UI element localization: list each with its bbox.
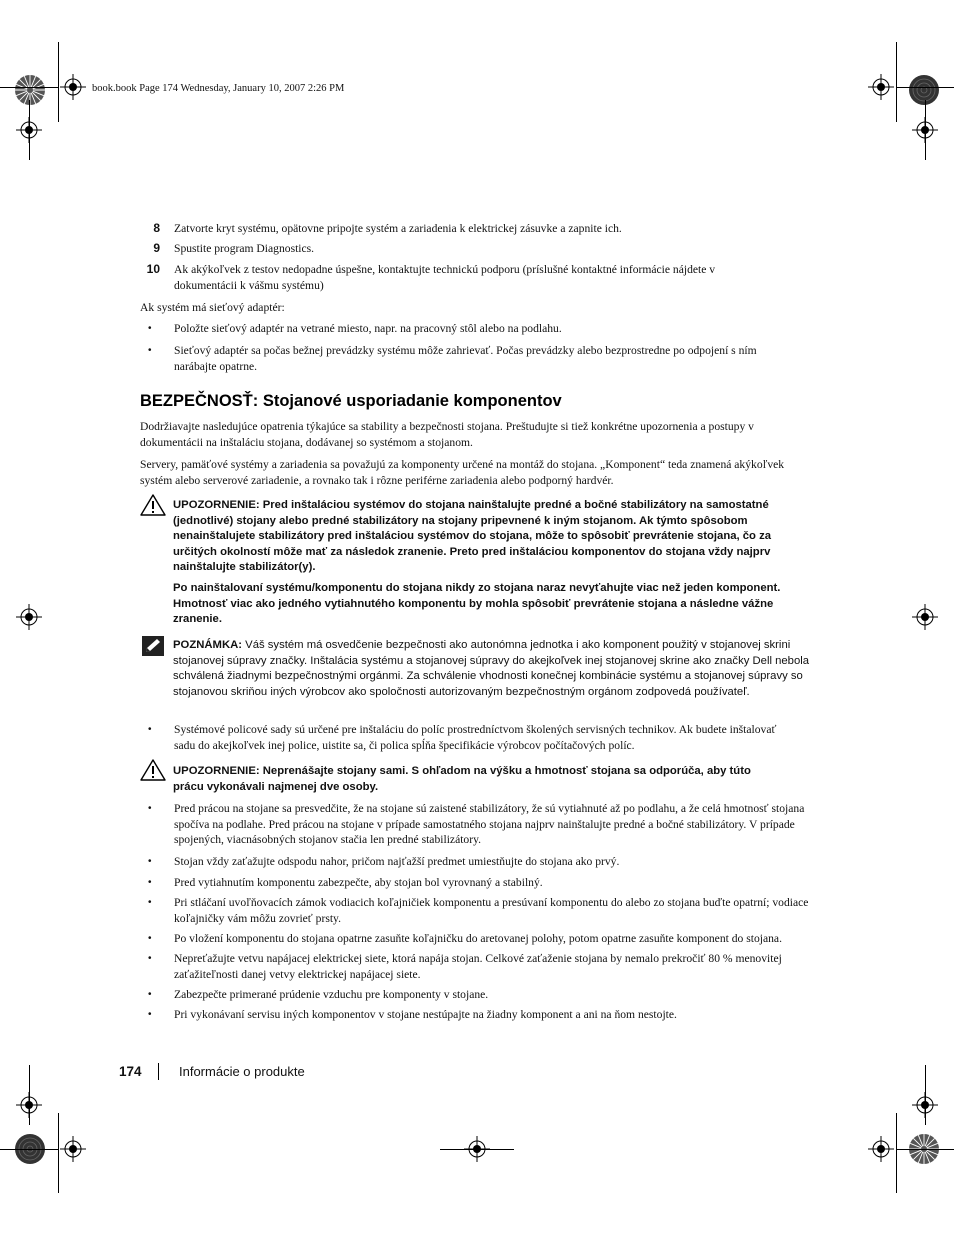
bullet-dot: • [148,953,152,964]
list-item-text: Pri stláčaní uvoľňovacích zámok vodiacich koľajničiek komponentu a presúvaní komponentu do alebo zo stojana buďte opatrní; vodiace koľajničky vám môžu zovrieť prsty. [174,896,809,925]
warning-triangle-icon [140,759,166,781]
warning-text: UPOZORNENIE: Neprenášajte stojany sami. S ohľadom na výšku a hmotnosť stojana sa odporúča, aby túto prácu vykonávali najmenej dve osoby. [173,765,751,793]
crop-line [925,100,926,160]
list-item-text: Sieťový adaptér sa počas bežnej prevádzky systému môže zahrievať. Počas prevádzky alebo bezprostredne po odpojení s ním narábajte opatrne. [174,344,757,373]
warning-text: UPOZORNENIE: Pred inštaláciou systémov do stojana nainštalujte predné a bočné stabilizátory na samostatné (jednotlivé) stojany alebo predné stabilizátory na stojany pripevnené k iným stojanom. Ak týmto spôsobom nenainštalujete stabilizátory pred inštaláciou systémov do stojana, môže to spôsobiť prevrátenie stojana, čo za určitých okolností môže mať za následok zranenie. Preto pred inštaláciou komponentov do stojana vždy najprv nainštalujte stabilizátor(y). [173,499,772,574]
step-number: 8 [153,221,160,235]
crop-line [58,42,59,122]
crop-line [0,1149,58,1150]
page-number: 174 [119,1064,142,1079]
bullet-dot: • [148,877,152,888]
intro-paragraph: Servery, pamäťové systémy a zariadenia sa považujú za komponenty určené na montáž do stojana. „Komponent“ teda znamená akýkoľvek systém alebo serverové zariadenie, a rovnako tak i rôzne periférne zariadenia alebo podporný hardvér. [140,458,785,487]
crosshair-mark-bottom-1 [60,1136,86,1162]
crop-line [896,87,954,88]
list-item-text: Pred prácou na stojane sa presvedčite, že na stojane sú zaistené stabilizátory, že sú vytiahnuté až po podlahu, a že celá hmotnosť stojana spočíva na podlahe. Pred prácou na stojane v prípade samostatného stojana najprv nainštalujte predné a bočné stabilizátory. V prípade spojených, viacnásobných stojanov stačia len predné stabilizátory. [174,802,805,846]
crop-line [925,1065,926,1125]
list-item-text: Stojan vždy zaťažujte odspodu nahor, pričom najťažší predmet umiestňujte do stojana ako prvý. [174,855,620,868]
crop-line [0,87,58,88]
list-item-text: Pri vykonávaní servisu iných komponentov v stojane nestúpajte na žiadny komponent a ani na ňom nestojte. [174,1008,677,1021]
bullet-dot: • [148,724,152,735]
list-item-text: Po vložení komponentu do stojana opatrne zasuňte koľajničku do aretovanej polohy, potom opatrne zasuňte komponent do stojana. [174,932,782,945]
step-item [140,221,780,237]
crosshair-mark-bottom-2 [868,1136,894,1162]
footer-divider [158,1063,159,1080]
footer-title: Informácie o produkte [179,1064,305,1079]
warning-text: Po nainštalovaní systému/komponentu do stojana nikdy zo stojana naraz nevyťahujte viac než jeden komponent. Hmotnosť viac ako jedného vytiahnutého komponentu by mohla spôsobiť prevrátenie stojana a následne vážne zranenie. [173,582,781,626]
bullet-dot: • [148,323,152,334]
list-item-text: Pred vytiahnutím komponentu zabezpečte, aby stojan bol vyrovnaný a stabilný. [174,876,543,889]
step-item [140,262,780,294]
bullet-dot: • [148,803,152,814]
print-header-stamp: book.book Page 174 Wednesday, January 10, 2007 2:26 PM [92,83,345,94]
crosshair-mark-top-2 [868,74,894,100]
section-heading: BEZPEČNOSŤ: Stojanové usporiadanie komponentov [140,392,562,410]
bullet-dot: • [148,1009,152,1020]
crop-line [58,1113,59,1193]
crosshair-mark-left-middle [16,604,42,630]
step-text: Zatvorte kryt systému, opätovne pripojte systém a zariadenia k elektrickej zásuvke a zapnite ich. [174,222,622,235]
crop-line [896,1113,897,1193]
bullet-dot: • [148,933,152,944]
step-text: Ak akýkoľvek z testov nedopadne úspešne, kontaktujte technickú podporu (príslušné kontaktné informácie nájdete v dokumentácii k vášmu systému) [174,263,716,292]
crosshair-mark-right-middle [912,604,938,630]
list-item-text: Systémové policové sady sú určené pre inštaláciu do políc prostredníctvom školených servisných technikov. Ak budete inštalovať sadu do akejkoľvek inej police, uistite sa, či polica spĺňa špecifikácie výrobcov počítačových políc. [174,723,777,752]
pencil-note-icon [142,636,164,656]
note-label: POZNÁMKA: [173,639,243,651]
crop-line [440,1149,514,1150]
registration-mark-top-right-rosette [908,74,940,106]
intro-paragraph: Dodržiavajte nasledujúce opatrenia týkajúce sa stability a bezpečnosti stojana. Preštudujte si tiež konkrétne upozornenia a postupy v dokumentácii na inštaláciu stojana, dodávanej so systémom a stojanom. [140,420,754,449]
step-text: Spustite program Diagnostics. [174,242,315,255]
list-item-text: Položte sieťový adaptér na vetrané miesto, napr. na pracovný stôl alebo na podlahu. [174,322,562,335]
bullet-dot: • [148,345,152,356]
warning-triangle-icon [140,494,166,516]
step-number: 10 [146,262,160,276]
adapter-intro: Ak systém má sieťový adaptér: [140,301,285,314]
crosshair-mark-top-1 [60,74,86,100]
note-text [173,638,815,700]
list-item-text: Zabezpečte primerané prúdenie vzduchu pre komponenty v stojane. [174,988,489,1001]
bullet-dot: • [148,856,152,867]
step-number: 9 [153,241,160,255]
crop-line [896,1149,954,1150]
registration-mark-top-left-rosette [14,74,46,106]
step-item [140,241,780,257]
bullet-dot: • [148,989,152,1000]
crop-line [896,42,897,122]
crop-line [29,1065,30,1125]
list-item-text: Nepreťažujte vetvu napájacej elektrickej siete, ktorá napája stojan. Celkové zaťaženie stojana by nemalo prekročiť 80 % menovitej zaťažiteľnosti danej vetvy elektrickej napájacej siete. [174,952,782,981]
note-body: Váš systém má osvedčenie bezpečnosti ako autonómna jednotka i ako komponent použitý v stojanovej skrini stojanovej súpravy značky. Inštalácia systému a stojanovej súpravy do akejkoľvek inej stojanovej skrine ako značky Dell nebola schválená žiadnymi bezpečnostnými orgánmi. Za schválenie vhodnosti konečnej kombinácie systému a stojanovej súpravy so stojanovou skriňou iných výrobcov ako spoločnosti autorizovaným bezpečnostným orgánom zodpovedá používateľ. [173,639,810,698]
bullet-dot: • [148,897,152,908]
crop-line [29,100,30,160]
